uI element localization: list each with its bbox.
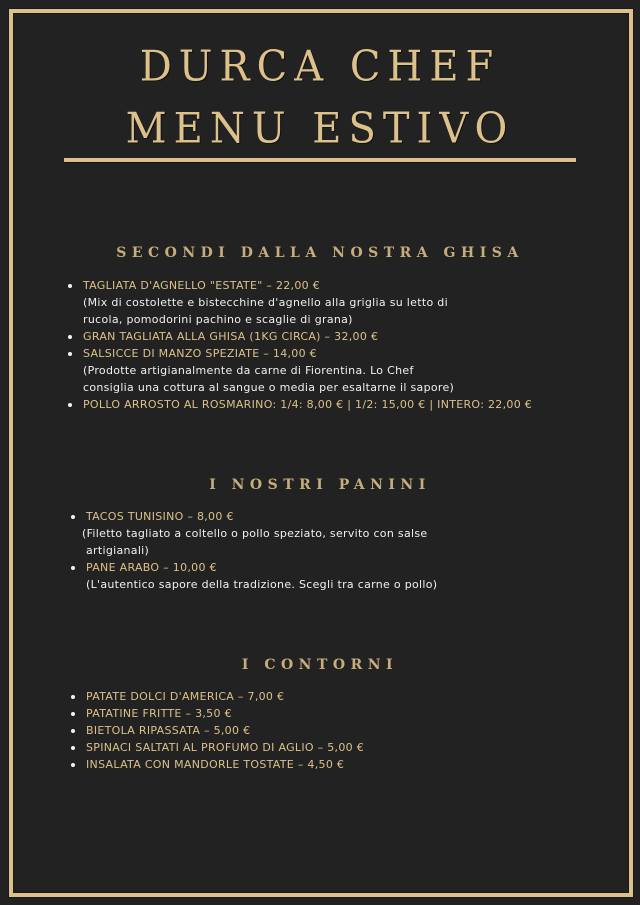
list-item [70,705,570,722]
item-name: INSALATA CON MANDORLE TOSTATE – 4,50 € [86,758,345,771]
section-title-secondi: SECONDI DALLA NOSTRA GHISA [116,245,524,261]
section-title-contorni: I CONTORNI [241,657,399,673]
menu-title: MENU ESTIVO [125,104,515,154]
list-item [70,756,570,773]
item-name: TAGLIATA D'AGNELLO "ESTATE" – 22,00 € [83,279,321,292]
list-item [67,277,587,328]
item-name: POLLO ARROSTO AL ROSMARINO: 1/4: 8,00 € | 1/2: 15,00 € | INTERO: 22,00 € [83,398,533,411]
item-name: SPINACI SALTATI AL PROFUMO DI AGLIO – 5,00 € [86,741,365,754]
item-name: BIETOLA RIPASSATA – 5,00 € [86,724,251,737]
item-description: rucola, pomodorini pachino e scaglie di grana) [83,313,353,326]
item-name: GRAN TAGLIATA ALLA GHISA (1KG CIRCA) – 32,00 € [83,330,379,343]
bullet-icon [71,566,75,570]
item-description: consiglia una cottura al sangue o media per esaltarne il sapore) [83,381,455,394]
item-name: SALSICCE DI MANZO SPEZIATE – 14,00 € [83,347,317,360]
bullet-icon [68,284,72,288]
item-name: TACOS TUNISINO – 8,00 € [86,510,234,523]
list-item [70,722,570,739]
restaurant-title: DURCA CHEF [139,42,501,92]
section-title-panini: I NOSTRI PANINI [209,477,431,493]
bullet-icon [68,335,72,339]
bullet-icon [71,763,75,767]
bullet-icon [71,515,75,519]
list-item [70,508,570,559]
item-description: (Filetto tagliato a coltello o pollo speziato, servito con salse [82,527,428,540]
panini-list [70,508,570,593]
item-description: (L'autentico sapore della tradizione. Scegli tra carne o pollo) [86,578,438,591]
list-item [70,739,570,756]
item-name: PATATINE FRITTE – 3,50 € [86,707,232,720]
bullet-icon [71,712,75,716]
title-divider [64,158,576,162]
item-description: artigianali) [86,544,150,557]
item-description: (Prodotte artigianalmente da carne di Fiorentina. Lo Chef [83,364,414,377]
contorni-list [70,688,570,773]
bullet-icon [68,403,72,407]
list-item [67,396,587,413]
list-item [67,345,587,396]
bullet-icon [68,352,72,356]
bullet-icon [71,695,75,699]
item-name: PANE ARABO – 10,00 € [86,561,217,574]
item-name: PATATE DOLCI D'AMERICA – 7,00 € [86,690,285,703]
list-item [70,559,570,593]
bullet-icon [71,729,75,733]
list-item [70,688,570,705]
list-item [67,328,587,345]
bullet-icon [71,746,75,750]
secondi-list [67,277,587,413]
item-description: (Mix di costolette e bistecchine d'agnello alla griglia su letto di [83,296,448,309]
